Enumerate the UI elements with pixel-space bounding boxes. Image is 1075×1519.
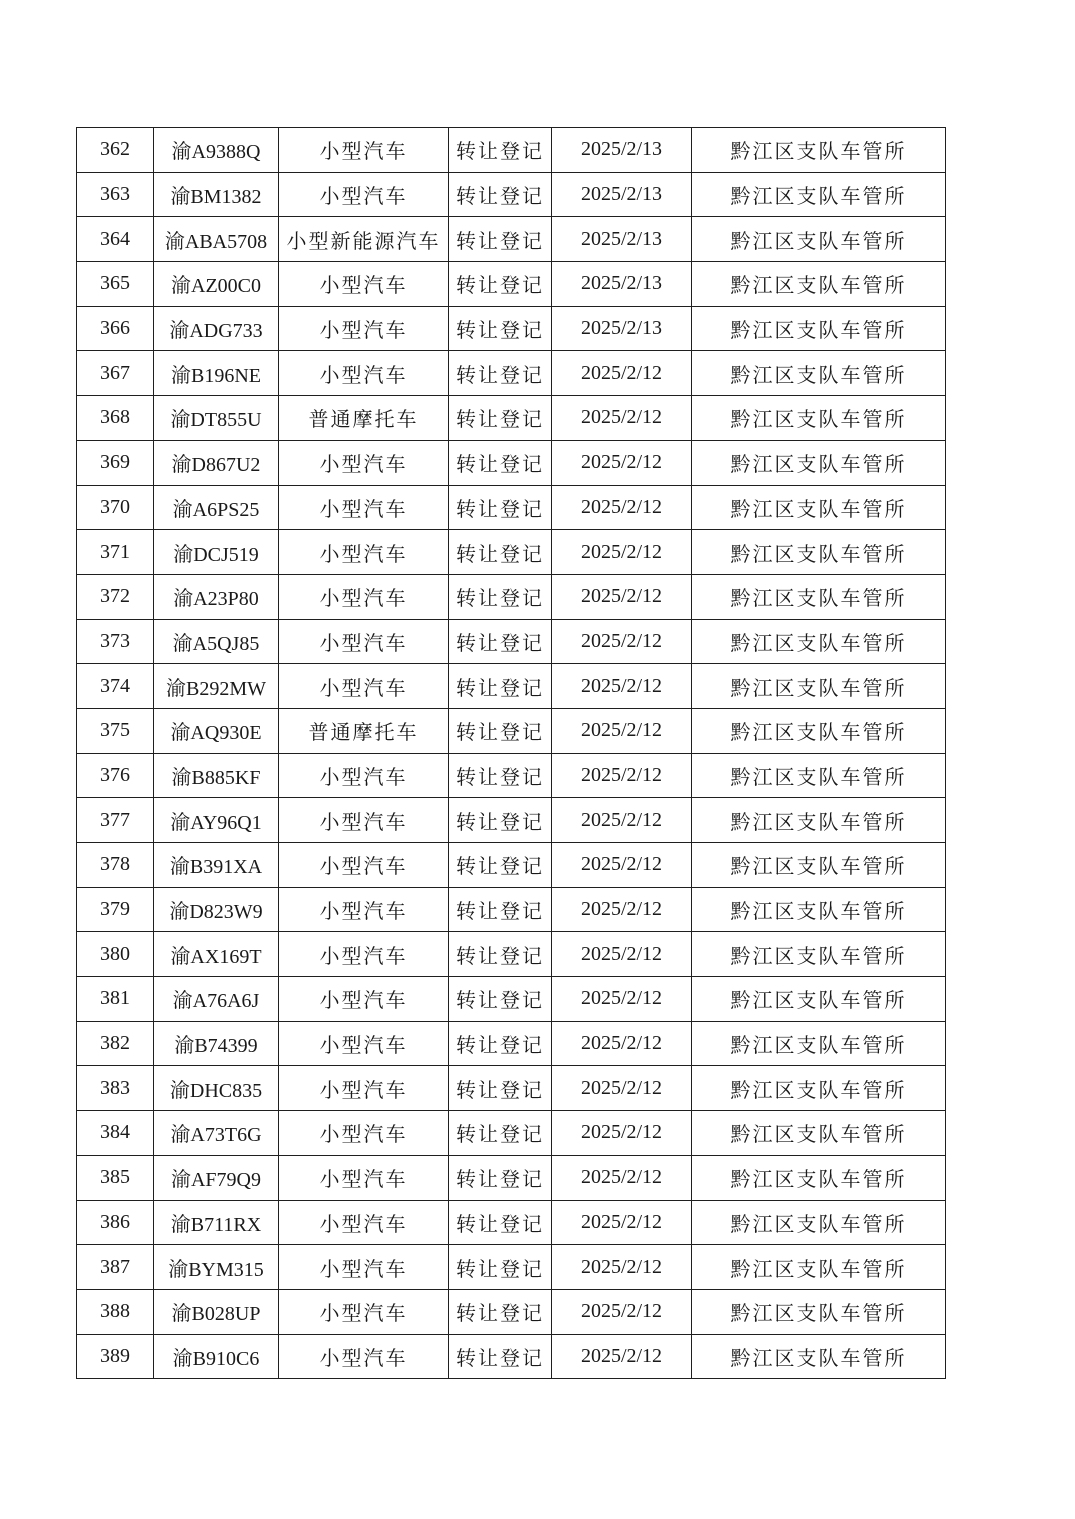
table-row xyxy=(77,1289,946,1334)
plate-number-cell: 渝DHC835 xyxy=(154,1066,279,1111)
office-cell: 黔江区支队车管所 xyxy=(692,1245,946,1290)
plate-number-cell: 渝AQ930E xyxy=(154,708,279,753)
date-cell: 2025/2/12 xyxy=(552,396,692,441)
vehicle-type-cell: 小型汽车 xyxy=(279,1111,449,1156)
table-row xyxy=(77,1200,946,1245)
table-row xyxy=(77,440,946,485)
business-type-cell: 转让登记 xyxy=(449,1021,552,1066)
plate-number-cell: 渝BYM315 xyxy=(154,1245,279,1290)
row-number-cell: 385 xyxy=(77,1155,154,1200)
office-cell: 黔江区支队车管所 xyxy=(692,530,946,575)
office-cell: 黔江区支队车管所 xyxy=(692,396,946,441)
plate-number-cell: 渝B910C6 xyxy=(154,1334,279,1379)
plate-number-cell: 渝A23P80 xyxy=(154,574,279,619)
vehicle-type-cell: 小型汽车 xyxy=(279,351,449,396)
plate-number-cell: 渝B74399 xyxy=(154,1021,279,1066)
vehicle-type-cell: 小型汽车 xyxy=(279,753,449,798)
vehicle-type-cell: 普通摩托车 xyxy=(279,708,449,753)
plate-number-cell: 渝A9388Q xyxy=(154,128,279,173)
plate-number-cell: 渝ADG733 xyxy=(154,306,279,351)
table-row xyxy=(77,843,946,888)
date-cell: 2025/2/13 xyxy=(552,172,692,217)
row-number-cell: 381 xyxy=(77,977,154,1022)
business-type-cell: 转让登记 xyxy=(449,1200,552,1245)
row-number-cell: 372 xyxy=(77,574,154,619)
vehicle-type-cell: 小型汽车 xyxy=(279,440,449,485)
table-row xyxy=(77,1245,946,1290)
vehicle-type-cell: 小型汽车 xyxy=(279,574,449,619)
date-cell: 2025/2/13 xyxy=(552,306,692,351)
row-number-cell: 362 xyxy=(77,128,154,173)
office-cell: 黔江区支队车管所 xyxy=(692,887,946,932)
row-number-cell: 368 xyxy=(77,396,154,441)
vehicle-type-cell: 小型汽车 xyxy=(279,1200,449,1245)
row-number-cell: 370 xyxy=(77,485,154,530)
date-cell: 2025/2/12 xyxy=(552,440,692,485)
date-cell: 2025/2/12 xyxy=(552,1111,692,1156)
plate-number-cell: 渝B028UP xyxy=(154,1289,279,1334)
table-row xyxy=(77,574,946,619)
vehicle-type-cell: 小型汽车 xyxy=(279,1289,449,1334)
date-cell: 2025/2/12 xyxy=(552,530,692,575)
row-number-cell: 367 xyxy=(77,351,154,396)
office-cell: 黔江区支队车管所 xyxy=(692,440,946,485)
business-type-cell: 转让登记 xyxy=(449,217,552,262)
office-cell: 黔江区支队车管所 xyxy=(692,664,946,709)
row-number-cell: 380 xyxy=(77,932,154,977)
row-number-cell: 378 xyxy=(77,843,154,888)
office-cell: 黔江区支队车管所 xyxy=(692,1289,946,1334)
plate-number-cell: 渝DT855U xyxy=(154,396,279,441)
row-number-cell: 373 xyxy=(77,619,154,664)
date-cell: 2025/2/12 xyxy=(552,1066,692,1111)
office-cell: 黔江区支队车管所 xyxy=(692,1111,946,1156)
vehicle-type-cell: 小型汽车 xyxy=(279,485,449,530)
row-number-cell: 364 xyxy=(77,217,154,262)
office-cell: 黔江区支队车管所 xyxy=(692,1200,946,1245)
date-cell: 2025/2/12 xyxy=(552,708,692,753)
table-row xyxy=(77,1334,946,1379)
date-cell: 2025/2/12 xyxy=(552,485,692,530)
table-row xyxy=(77,619,946,664)
business-type-cell: 转让登记 xyxy=(449,1066,552,1111)
row-number-cell: 377 xyxy=(77,798,154,843)
business-type-cell: 转让登记 xyxy=(449,485,552,530)
office-cell: 黔江区支队车管所 xyxy=(692,1021,946,1066)
business-type-cell: 转让登记 xyxy=(449,262,552,307)
date-cell: 2025/2/12 xyxy=(552,887,692,932)
vehicle-type-cell: 小型汽车 xyxy=(279,619,449,664)
office-cell: 黔江区支队车管所 xyxy=(692,1155,946,1200)
row-number-cell: 387 xyxy=(77,1245,154,1290)
table-row xyxy=(77,1021,946,1066)
vehicle-type-cell: 普通摩托车 xyxy=(279,396,449,441)
plate-number-cell: 渝AY96Q1 xyxy=(154,798,279,843)
row-number-cell: 363 xyxy=(77,172,154,217)
business-type-cell: 转让登记 xyxy=(449,351,552,396)
table-row xyxy=(77,1155,946,1200)
business-type-cell: 转让登记 xyxy=(449,798,552,843)
vehicle-transfer-table xyxy=(76,127,946,1379)
plate-number-cell: 渝DCJ519 xyxy=(154,530,279,575)
date-cell: 2025/2/13 xyxy=(552,262,692,307)
plate-number-cell: 渝D823W9 xyxy=(154,887,279,932)
plate-number-cell: 渝A76A6J xyxy=(154,977,279,1022)
vehicle-type-cell: 小型汽车 xyxy=(279,1021,449,1066)
table-row xyxy=(77,262,946,307)
office-cell: 黔江区支队车管所 xyxy=(692,932,946,977)
date-cell: 2025/2/12 xyxy=(552,932,692,977)
business-type-cell: 转让登记 xyxy=(449,1334,552,1379)
date-cell: 2025/2/12 xyxy=(552,843,692,888)
office-cell: 黔江区支队车管所 xyxy=(692,172,946,217)
row-number-cell: 389 xyxy=(77,1334,154,1379)
table-row xyxy=(77,128,946,173)
date-cell: 2025/2/12 xyxy=(552,619,692,664)
table-row xyxy=(77,932,946,977)
table-row xyxy=(77,1111,946,1156)
plate-number-cell: 渝BM1382 xyxy=(154,172,279,217)
business-type-cell: 转让登记 xyxy=(449,887,552,932)
date-cell: 2025/2/12 xyxy=(552,1289,692,1334)
business-type-cell: 转让登记 xyxy=(449,708,552,753)
date-cell: 2025/2/12 xyxy=(552,1245,692,1290)
date-cell: 2025/2/12 xyxy=(552,1155,692,1200)
row-number-cell: 369 xyxy=(77,440,154,485)
plate-number-cell: 渝D867U2 xyxy=(154,440,279,485)
table-row xyxy=(77,664,946,709)
business-type-cell: 转让登记 xyxy=(449,753,552,798)
plate-number-cell: 渝A73T6G xyxy=(154,1111,279,1156)
vehicle-type-cell: 小型汽车 xyxy=(279,1066,449,1111)
table-row xyxy=(77,306,946,351)
row-number-cell: 376 xyxy=(77,753,154,798)
row-number-cell: 374 xyxy=(77,664,154,709)
business-type-cell: 转让登记 xyxy=(449,1111,552,1156)
row-number-cell: 382 xyxy=(77,1021,154,1066)
table-row xyxy=(77,1066,946,1111)
row-number-cell: 383 xyxy=(77,1066,154,1111)
office-cell: 黔江区支队车管所 xyxy=(692,977,946,1022)
plate-number-cell: 渝AX169T xyxy=(154,932,279,977)
vehicle-type-cell: 小型汽车 xyxy=(279,306,449,351)
vehicle-type-cell: 小型汽车 xyxy=(279,887,449,932)
business-type-cell: 转让登记 xyxy=(449,664,552,709)
row-number-cell: 388 xyxy=(77,1289,154,1334)
date-cell: 2025/2/12 xyxy=(552,1334,692,1379)
plate-number-cell: 渝ABA5708 xyxy=(154,217,279,262)
vehicle-type-cell: 小型汽车 xyxy=(279,1334,449,1379)
table-row xyxy=(77,798,946,843)
office-cell: 黔江区支队车管所 xyxy=(692,843,946,888)
office-cell: 黔江区支队车管所 xyxy=(692,619,946,664)
vehicle-type-cell: 小型汽车 xyxy=(279,843,449,888)
date-cell: 2025/2/12 xyxy=(552,1200,692,1245)
business-type-cell: 转让登记 xyxy=(449,843,552,888)
table-row xyxy=(77,485,946,530)
business-type-cell: 转让登记 xyxy=(449,1245,552,1290)
vehicle-type-cell: 小型汽车 xyxy=(279,798,449,843)
table-row xyxy=(77,396,946,441)
date-cell: 2025/2/12 xyxy=(552,753,692,798)
table-row xyxy=(77,530,946,575)
vehicle-type-cell: 小型汽车 xyxy=(279,664,449,709)
plate-number-cell: 渝B391XA xyxy=(154,843,279,888)
date-cell: 2025/2/12 xyxy=(552,977,692,1022)
plate-number-cell: 渝A5QJ85 xyxy=(154,619,279,664)
date-cell: 2025/2/12 xyxy=(552,574,692,619)
row-number-cell: 379 xyxy=(77,887,154,932)
date-cell: 2025/2/12 xyxy=(552,351,692,396)
business-type-cell: 转让登记 xyxy=(449,574,552,619)
table-row xyxy=(77,172,946,217)
date-cell: 2025/2/12 xyxy=(552,664,692,709)
office-cell: 黔江区支队车管所 xyxy=(692,128,946,173)
date-cell: 2025/2/12 xyxy=(552,798,692,843)
plate-number-cell: 渝B292MW xyxy=(154,664,279,709)
table-body xyxy=(77,128,946,1379)
office-cell: 黔江区支队车管所 xyxy=(692,306,946,351)
business-type-cell: 转让登记 xyxy=(449,1289,552,1334)
plate-number-cell: 渝B196NE xyxy=(154,351,279,396)
table-row xyxy=(77,977,946,1022)
table-row xyxy=(77,351,946,396)
row-number-cell: 371 xyxy=(77,530,154,575)
row-number-cell: 386 xyxy=(77,1200,154,1245)
office-cell: 黔江区支队车管所 xyxy=(692,1066,946,1111)
table-row xyxy=(77,887,946,932)
vehicle-type-cell: 小型汽车 xyxy=(279,172,449,217)
business-type-cell: 转让登记 xyxy=(449,977,552,1022)
row-number-cell: 365 xyxy=(77,262,154,307)
plate-number-cell: 渝A6PS25 xyxy=(154,485,279,530)
office-cell: 黔江区支队车管所 xyxy=(692,708,946,753)
vehicle-type-cell: 小型新能源汽车 xyxy=(279,217,449,262)
office-cell: 黔江区支队车管所 xyxy=(692,217,946,262)
date-cell: 2025/2/13 xyxy=(552,128,692,173)
vehicle-type-cell: 小型汽车 xyxy=(279,1155,449,1200)
office-cell: 黔江区支队车管所 xyxy=(692,351,946,396)
table-row xyxy=(77,708,946,753)
vehicle-type-cell: 小型汽车 xyxy=(279,262,449,307)
office-cell: 黔江区支队车管所 xyxy=(692,753,946,798)
plate-number-cell: 渝AZ00C0 xyxy=(154,262,279,307)
row-number-cell: 366 xyxy=(77,306,154,351)
business-type-cell: 转让登记 xyxy=(449,306,552,351)
date-cell: 2025/2/13 xyxy=(552,217,692,262)
table-row xyxy=(77,753,946,798)
vehicle-type-cell: 小型汽车 xyxy=(279,1245,449,1290)
business-type-cell: 转让登记 xyxy=(449,440,552,485)
vehicle-type-cell: 小型汽车 xyxy=(279,128,449,173)
table-row xyxy=(77,217,946,262)
office-cell: 黔江区支队车管所 xyxy=(692,1334,946,1379)
office-cell: 黔江区支队车管所 xyxy=(692,574,946,619)
business-type-cell: 转让登记 xyxy=(449,396,552,441)
office-cell: 黔江区支队车管所 xyxy=(692,262,946,307)
office-cell: 黔江区支队车管所 xyxy=(692,485,946,530)
business-type-cell: 转让登记 xyxy=(449,172,552,217)
vehicle-type-cell: 小型汽车 xyxy=(279,977,449,1022)
business-type-cell: 转让登记 xyxy=(449,1155,552,1200)
business-type-cell: 转让登记 xyxy=(449,932,552,977)
vehicle-type-cell: 小型汽车 xyxy=(279,530,449,575)
business-type-cell: 转让登记 xyxy=(449,530,552,575)
plate-number-cell: 渝AF79Q9 xyxy=(154,1155,279,1200)
office-cell: 黔江区支队车管所 xyxy=(692,798,946,843)
date-cell: 2025/2/12 xyxy=(552,1021,692,1066)
plate-number-cell: 渝B711RX xyxy=(154,1200,279,1245)
vehicle-type-cell: 小型汽车 xyxy=(279,932,449,977)
row-number-cell: 384 xyxy=(77,1111,154,1156)
row-number-cell: 375 xyxy=(77,708,154,753)
plate-number-cell: 渝B885KF xyxy=(154,753,279,798)
business-type-cell: 转让登记 xyxy=(449,619,552,664)
business-type-cell: 转让登记 xyxy=(449,128,552,173)
